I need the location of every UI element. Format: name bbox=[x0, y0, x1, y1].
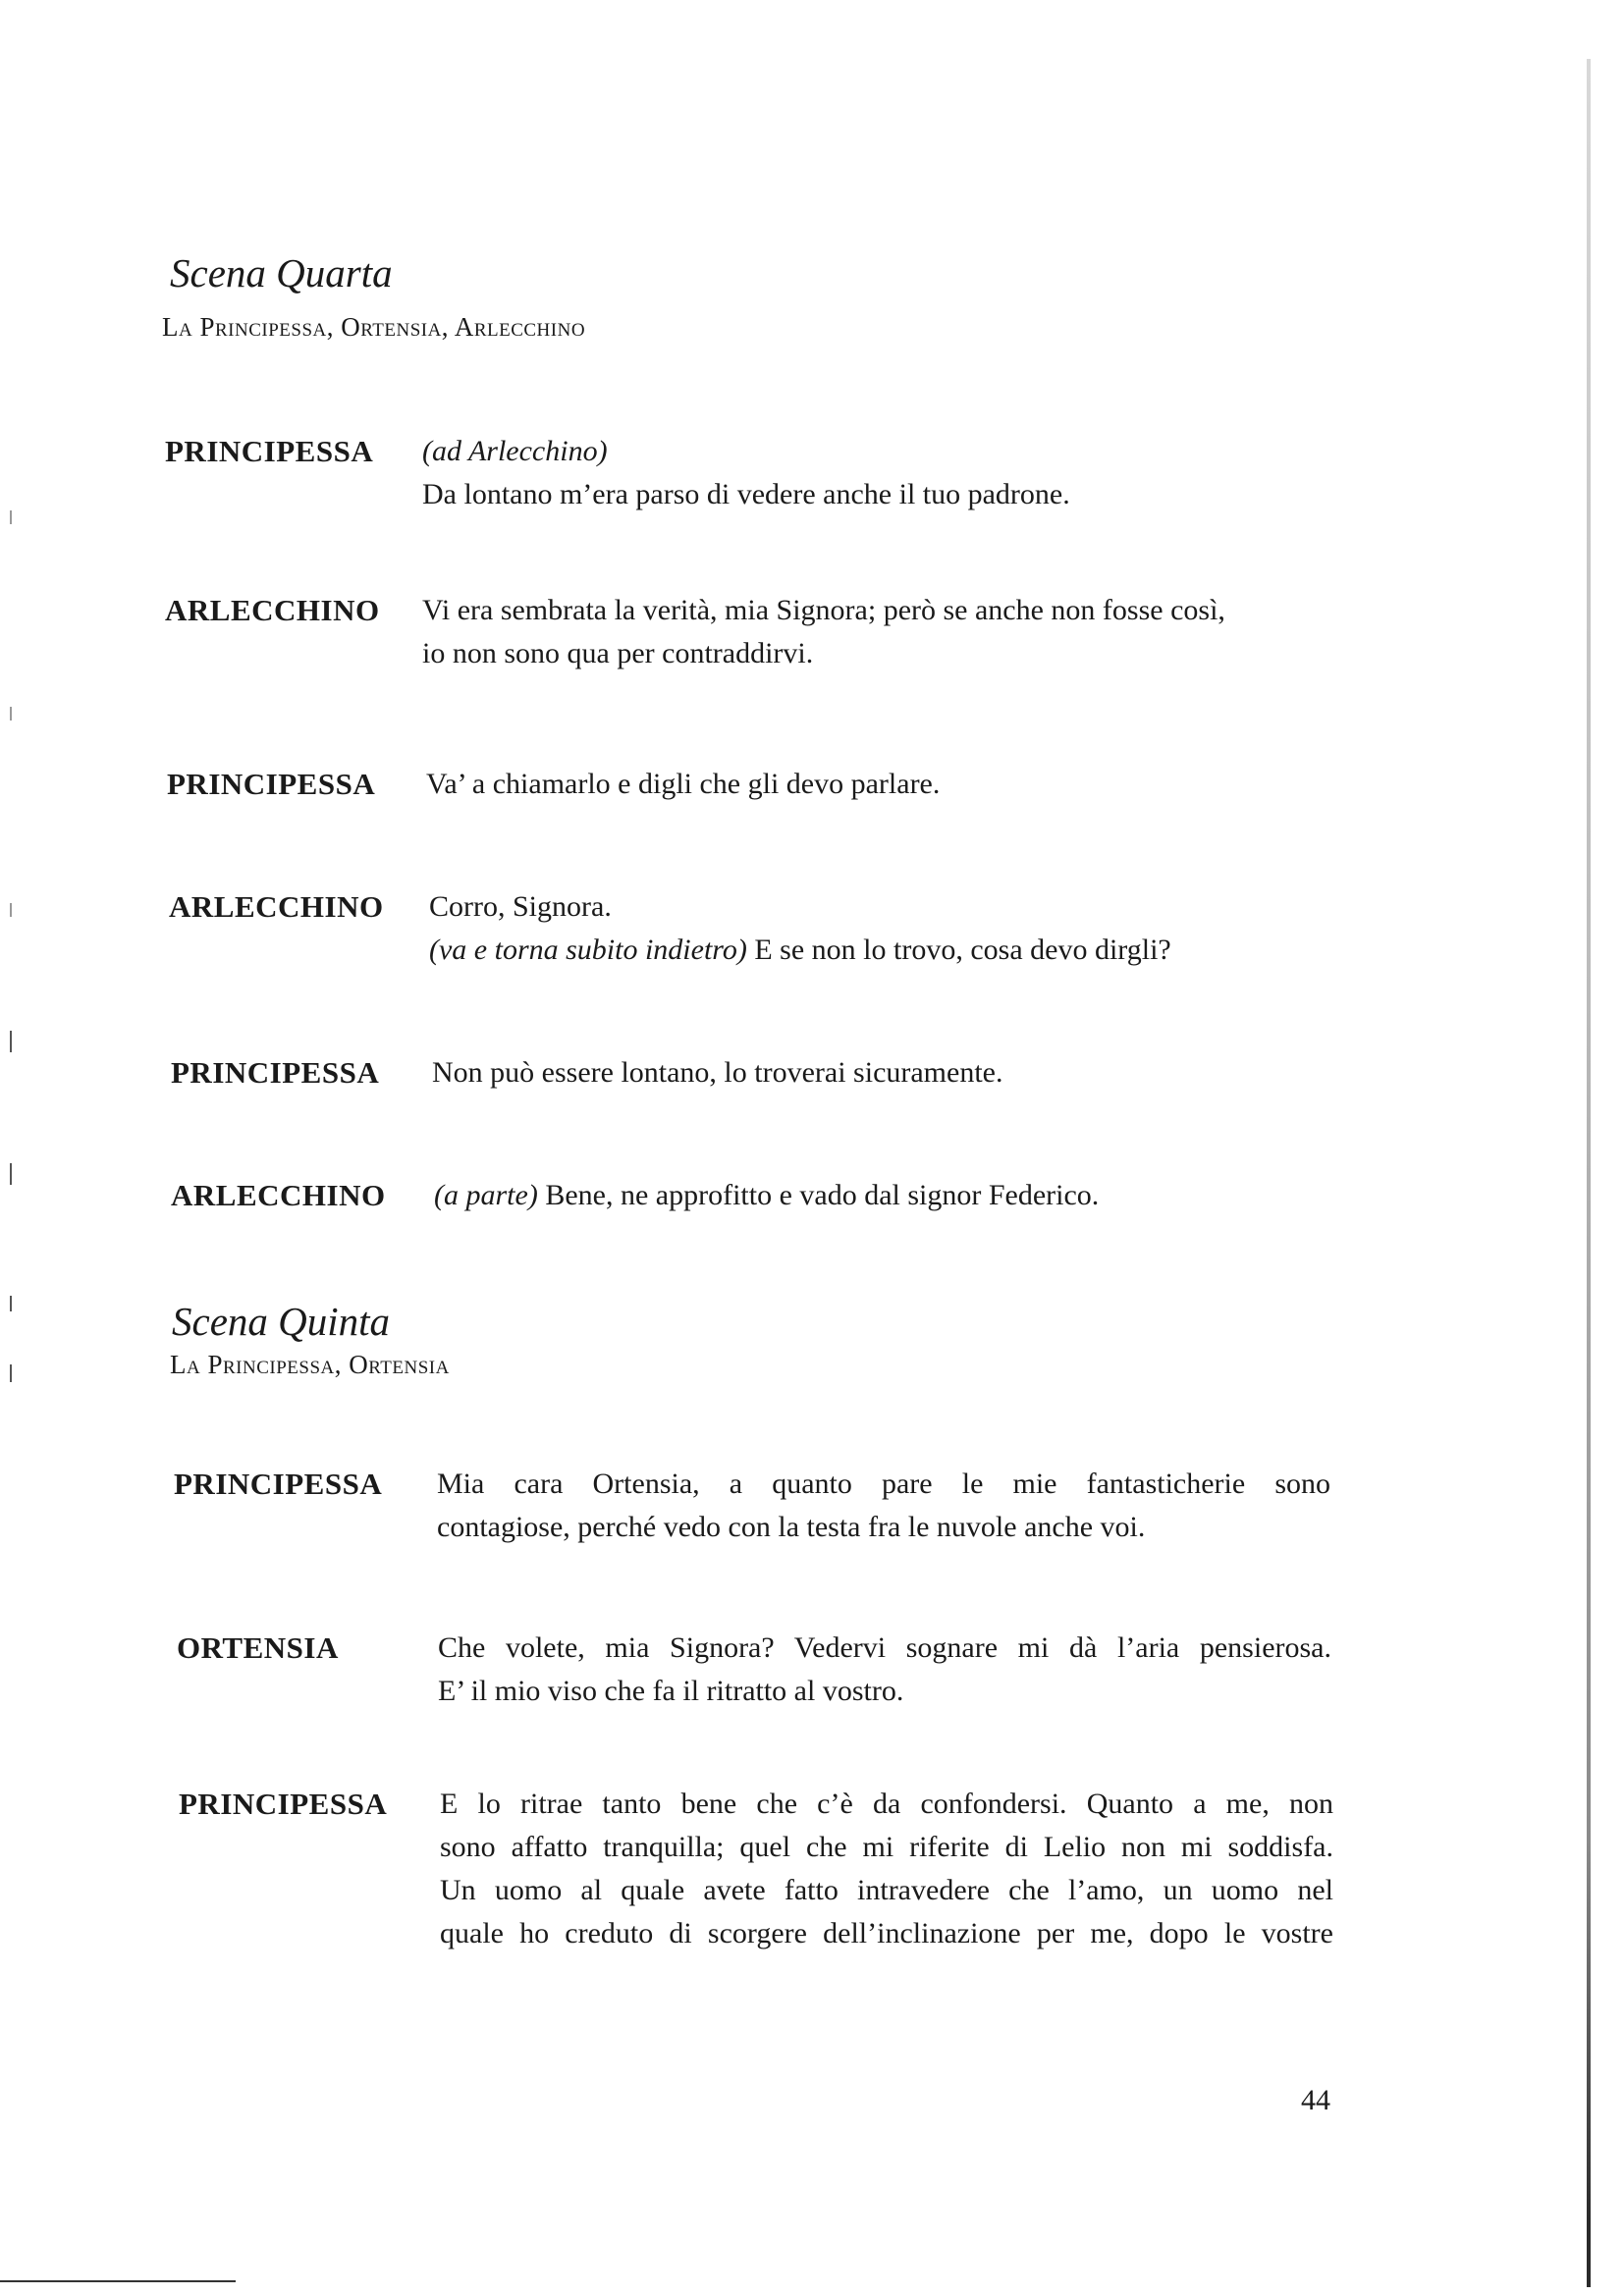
speaker-name: PRINCIPESSA bbox=[167, 767, 376, 801]
page-number: 44 bbox=[1301, 2084, 1330, 2116]
scan-speck bbox=[10, 903, 12, 917]
speaker-name: ARLECCHINO bbox=[169, 889, 384, 924]
scene-4-cast: La Principessa, Ortensia, Arlecchino bbox=[162, 312, 586, 342]
speech-line: E lo ritrae tanto bene che c’è da confondersi. Quanto a me, non bbox=[440, 1788, 1333, 1820]
stage-direction: (ad Arlecchino) bbox=[422, 435, 608, 467]
scan-speck bbox=[10, 1364, 12, 1382]
speaker-name: PRINCIPESSA bbox=[171, 1055, 380, 1090]
speech-text bbox=[426, 763, 1212, 806]
speech-line: Vi era sembrata la verità, mia Signora; però se anche non fosse così, bbox=[422, 594, 1225, 626]
stage-direction: (a parte) bbox=[434, 1179, 538, 1211]
scene-5-cast: La Principessa, Ortensia bbox=[170, 1350, 450, 1379]
speech-line: io non sono qua per contraddirvi. bbox=[422, 637, 814, 669]
speech-line: contagiose, perché vedo con la testa fra le nuvole anche voi. bbox=[437, 1511, 1146, 1543]
scan-speck bbox=[10, 1296, 12, 1311]
speech-text bbox=[438, 1627, 1331, 1713]
speaker-name: PRINCIPESSA bbox=[179, 1787, 388, 1821]
speech-line: Che volete, mia Signora? Vedervi sognare mi dà l’aria pensierosa. bbox=[438, 1631, 1331, 1664]
speech-text bbox=[440, 1783, 1333, 1955]
speech-text-fragment: E se non lo trovo, cosa devo dirgli? bbox=[746, 934, 1171, 966]
scan-speck bbox=[10, 1031, 12, 1052]
speaker-name: ORTENSIA bbox=[177, 1630, 339, 1665]
stage-direction: (va e torna subito indietro) bbox=[429, 934, 747, 966]
scan-bottom-rule bbox=[0, 2280, 236, 2282]
speech-text bbox=[422, 430, 1168, 516]
scan-speck bbox=[10, 1163, 12, 1185]
speech-text bbox=[422, 589, 1330, 675]
speech-line: sono affatto tranquilla; quel che mi riferite di Lelio non mi soddisfa. bbox=[440, 1831, 1333, 1863]
speech-text bbox=[434, 1174, 1278, 1217]
speech-line: Un uomo al quale avete fatto intravedere che l’amo, un uomo nel bbox=[440, 1874, 1333, 1906]
speech-line: Corro, Signora. bbox=[429, 890, 612, 923]
scene-5-title: Scena Quinta bbox=[172, 1299, 391, 1344]
speech-line: Da lontano m’era parso di vedere anche il tuo padrone. bbox=[422, 478, 1070, 510]
speaker-name: PRINCIPESSA bbox=[174, 1467, 383, 1501]
scan-speck bbox=[10, 707, 12, 721]
speech-text bbox=[432, 1051, 1218, 1095]
speech-line bbox=[422, 430, 1168, 473]
speech-line bbox=[429, 929, 1313, 972]
speaker-name: ARLECCHINO bbox=[171, 1178, 386, 1212]
speech-text bbox=[437, 1463, 1330, 1549]
speech-line: Non può essere lontano, lo troverai sicuramente. bbox=[432, 1056, 1003, 1089]
speech-text bbox=[429, 885, 1313, 972]
scene-4-title: Scena Quarta bbox=[170, 250, 393, 295]
speech-line: quale ho creduto di scorgere dell’inclinazione per me, dopo le vostre bbox=[440, 1917, 1333, 1949]
speech-line: E’ il mio viso che fa il ritratto al vostro. bbox=[438, 1675, 904, 1707]
speaker-name: ARLECCHINO bbox=[165, 593, 380, 627]
speech-line: Mia cara Ortensia, a quanto pare le mie fantasticherie sono bbox=[437, 1468, 1330, 1500]
speaker-name: PRINCIPESSA bbox=[165, 434, 374, 468]
speech-line bbox=[434, 1174, 1278, 1217]
scan-edge-shadow bbox=[1587, 59, 1591, 2287]
speech-line: Va’ a chiamarlo e digli che gli devo parlare. bbox=[426, 768, 941, 800]
speech-text-fragment: Bene, ne approfitto e vado dal signor Federico. bbox=[537, 1179, 1100, 1211]
scan-speck bbox=[10, 510, 12, 524]
